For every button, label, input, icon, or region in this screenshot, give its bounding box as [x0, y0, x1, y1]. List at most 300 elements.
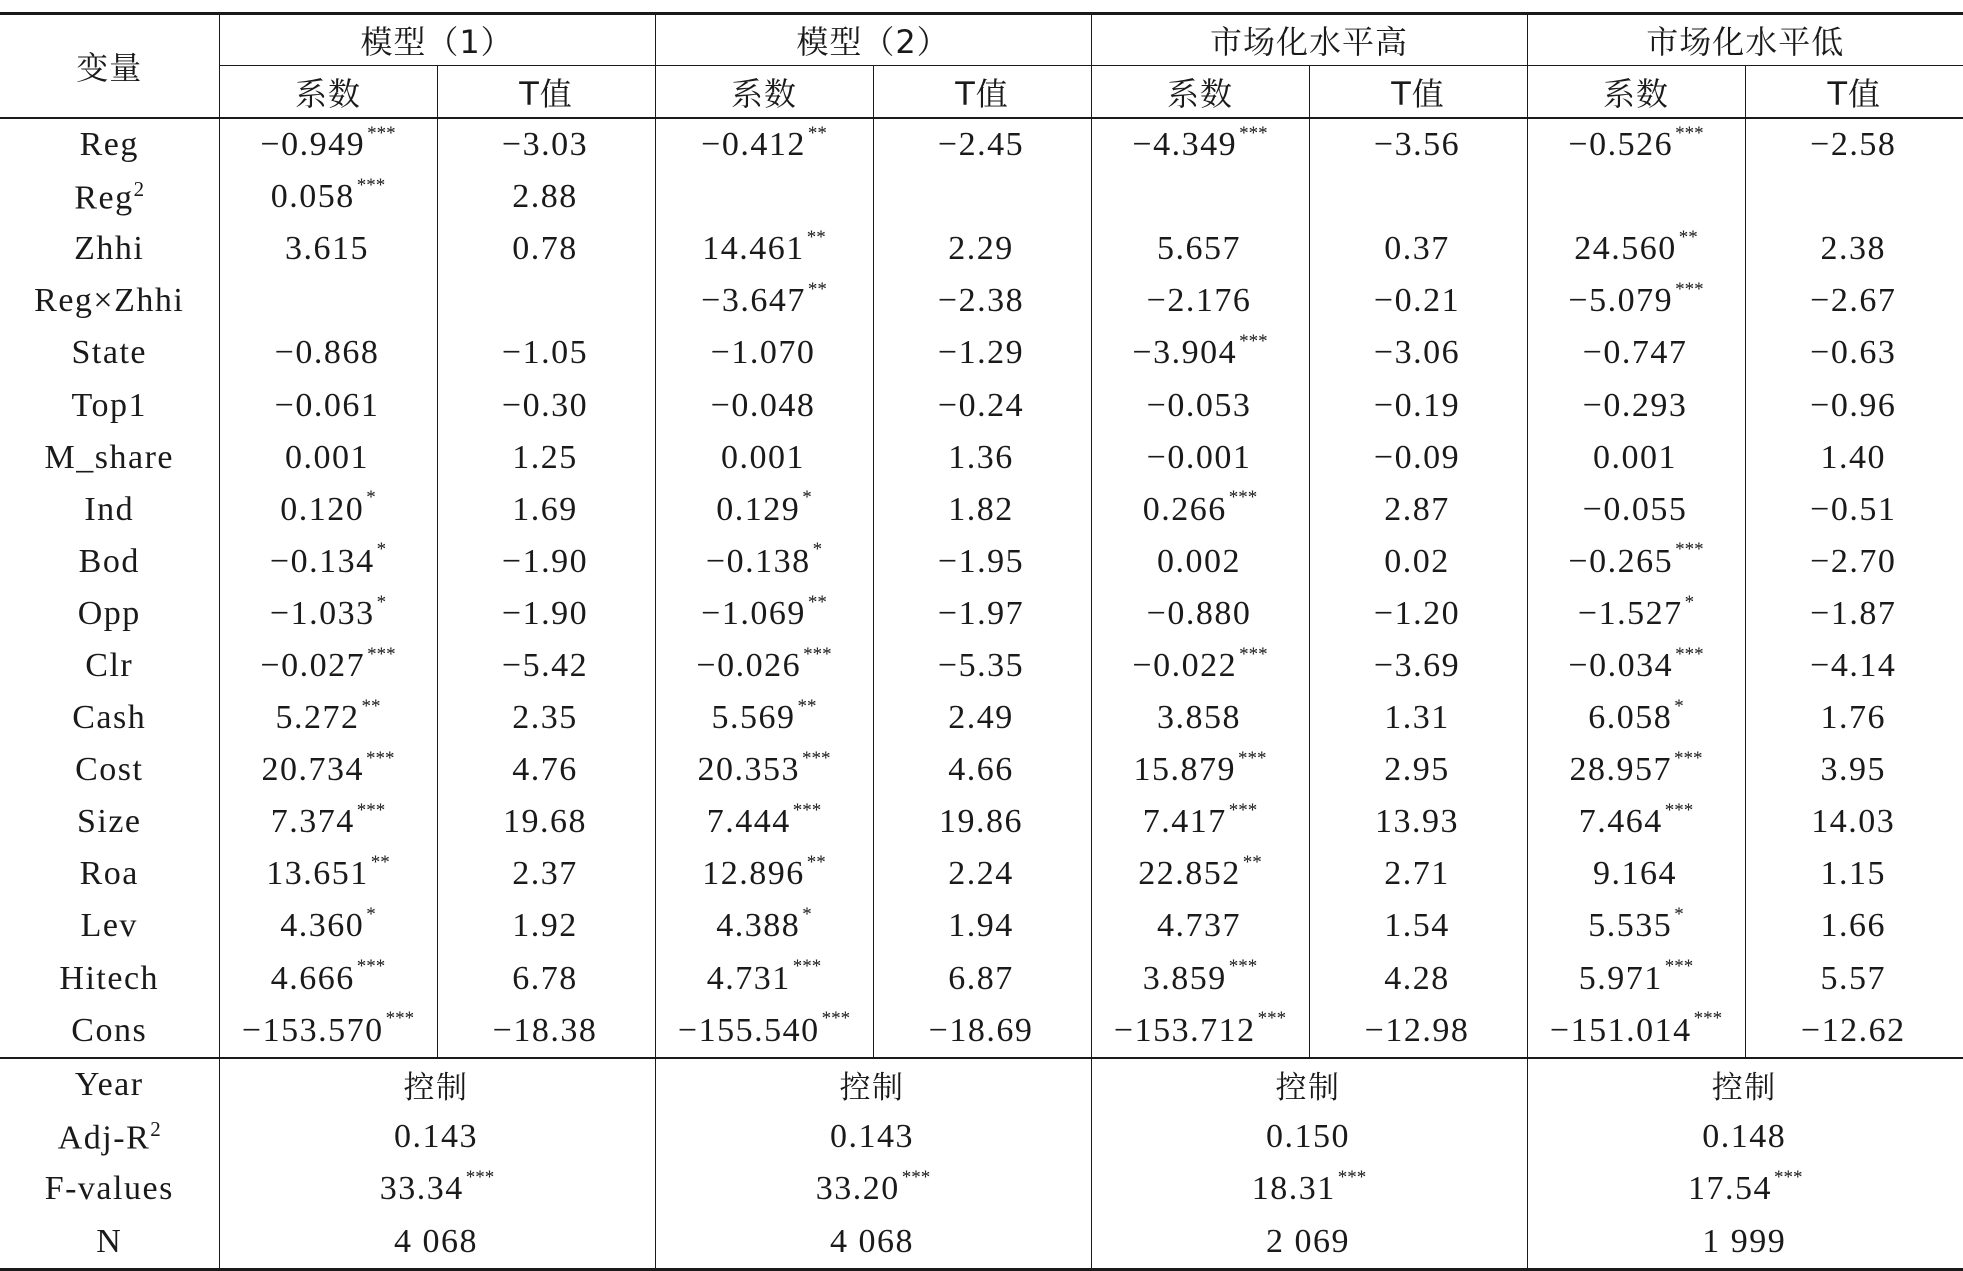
cell-value: −1.87	[1810, 594, 1897, 632]
footer-row	[0, 1163, 1963, 1215]
variable-name: Cash	[72, 699, 147, 737]
cell-value: 7.374	[270, 803, 355, 841]
tval-header: T值	[1309, 66, 1527, 119]
t-value-cell	[1745, 588, 1963, 640]
t-value-cell	[1309, 744, 1527, 796]
cell-value: −0.880	[1146, 594, 1252, 632]
table-footer	[0, 1058, 1963, 1270]
t-value-cell	[1309, 379, 1527, 431]
cell-value: −0.09	[1373, 438, 1461, 476]
t-value-cell	[1745, 848, 1963, 900]
cell-value: −1.069	[701, 594, 806, 632]
variable-cell	[0, 640, 219, 692]
t-value-cell	[437, 536, 655, 588]
cell-value: −3.904	[1132, 334, 1238, 372]
cell-value: 9.164	[1593, 855, 1678, 893]
significance-stars: **	[806, 226, 826, 248]
t-value-cell	[437, 640, 655, 692]
coefficient-cell	[655, 1005, 873, 1058]
cell-value: 1.66	[1820, 907, 1887, 945]
cell-value: 12.896	[702, 855, 805, 893]
coefficient-cell	[219, 223, 437, 275]
cell-value: −3.03	[501, 126, 589, 164]
significance-stars: ***	[1675, 643, 1704, 665]
cell-value: 1.15	[1820, 855, 1887, 893]
cell-value: −3.69	[1373, 646, 1461, 684]
cell-value: −2.58	[1810, 126, 1897, 164]
cell-value: 1 999	[1702, 1222, 1787, 1260]
t-value-cell	[1745, 432, 1963, 484]
cell-value: 控制	[1275, 1070, 1341, 1107]
cell-value: 7.417	[1142, 803, 1227, 841]
coefficient-cell	[1091, 223, 1309, 275]
coefficient-cell	[655, 275, 873, 327]
significance-stars: *	[376, 539, 387, 561]
variable-name: State	[71, 334, 147, 372]
coefficient-cell	[1091, 327, 1309, 379]
variable-name: Top1	[71, 386, 147, 424]
coefficient-cell	[219, 953, 437, 1005]
variable-cell	[0, 744, 219, 796]
coefficient-cell	[655, 379, 873, 431]
table-row	[0, 536, 1963, 588]
cell-value: −0.022	[1132, 646, 1238, 684]
cell-value: 0.058	[270, 178, 355, 216]
coefficient-cell	[655, 848, 873, 900]
t-value-cell	[437, 118, 655, 171]
cell-value: 24.560	[1574, 230, 1677, 268]
cell-value: 4.666	[270, 959, 355, 997]
t-value-cell	[1309, 171, 1527, 223]
significance-stars: *	[1674, 904, 1684, 926]
variable-name: Year	[74, 1065, 144, 1103]
cell-value: 4.76	[512, 751, 578, 789]
cell-value: 1.25	[512, 438, 578, 476]
cell-value: −0.138	[705, 542, 811, 580]
coef-header: 系数	[1091, 66, 1309, 119]
significance-stars: ***	[356, 956, 386, 978]
significance-stars: **	[806, 852, 826, 874]
cell-value: 0.001	[285, 438, 369, 476]
variable-name: F-values	[44, 1170, 174, 1208]
variable-name: Cost	[75, 751, 144, 789]
significance-stars: ***	[1239, 331, 1268, 353]
cell-value: 22.852	[1138, 855, 1241, 893]
variable-name: Ind	[84, 490, 135, 528]
coefficient-cell	[1527, 588, 1745, 640]
cell-value: −12.62	[1800, 1011, 1906, 1049]
cell-value: −1.20	[1373, 594, 1461, 632]
t-value-cell	[873, 953, 1091, 1005]
cell-value: 14.461	[702, 230, 805, 268]
variable-cell	[0, 536, 219, 588]
footer-value-cell	[655, 1058, 1091, 1111]
coefficient-cell	[219, 900, 437, 952]
variable-cell	[0, 588, 219, 640]
cell-value: −1.070	[710, 334, 816, 372]
t-value-cell	[1309, 484, 1527, 536]
coef-header: 系数	[219, 66, 437, 119]
table-row	[0, 900, 1963, 952]
variable-name: Clr	[85, 646, 134, 684]
cell-value: −0.63	[1810, 334, 1897, 372]
cell-value: −2.67	[1810, 282, 1897, 320]
cell-value: −5.079	[1568, 282, 1674, 320]
t-value-cell	[873, 327, 1091, 379]
t-value-cell	[873, 223, 1091, 275]
t-value-cell	[873, 900, 1091, 952]
coefficient-cell	[655, 223, 873, 275]
t-value-cell	[437, 171, 655, 223]
cell-value: 6.78	[512, 959, 578, 997]
variable-name: Hitech	[59, 959, 160, 997]
significance-stars: **	[807, 591, 827, 613]
cell-value: 6.87	[948, 959, 1014, 997]
table-row	[0, 640, 1963, 692]
significance-stars: *	[1674, 695, 1684, 717]
coefficient-cell	[1091, 171, 1309, 223]
significance-stars: *	[366, 904, 376, 926]
cell-value: 0.001	[1593, 438, 1678, 476]
cell-value: 4.360	[280, 907, 365, 945]
cell-value: −1.05	[501, 334, 589, 372]
cell-value: 13.651	[266, 855, 369, 893]
cell-value: 4 068	[394, 1222, 478, 1260]
t-value-cell	[1309, 953, 1527, 1005]
variable-cell	[0, 1005, 219, 1058]
cell-value: −4.349	[1132, 126, 1238, 164]
footer-value-cell	[1527, 1058, 1963, 1111]
significance-stars: ***	[1238, 747, 1267, 769]
significance-stars: ***	[1239, 122, 1268, 144]
variable-name: Reg	[79, 126, 139, 164]
t-value-cell	[873, 275, 1091, 327]
coefficient-cell	[1527, 640, 1745, 692]
t-value-cell	[1309, 640, 1527, 692]
cell-value: 2.95	[1384, 751, 1450, 789]
table-row	[0, 275, 1963, 327]
variable-cell	[0, 953, 219, 1005]
cell-value: 14.03	[1811, 803, 1896, 841]
cell-value: 0.129	[716, 490, 801, 528]
variable-cell	[0, 379, 219, 431]
cell-value: −1.90	[501, 594, 589, 632]
coefficient-cell	[219, 118, 437, 171]
t-value-cell	[437, 744, 655, 796]
cell-value: 5.657	[1157, 230, 1241, 268]
significance-stars: *	[802, 904, 812, 926]
t-value-cell	[1745, 536, 1963, 588]
footer-row	[0, 1111, 1963, 1163]
variable-name: Roa	[79, 855, 139, 893]
cell-value: 3.615	[285, 230, 369, 268]
cell-value: −151.014	[1549, 1011, 1692, 1049]
cell-value: 4.66	[948, 751, 1014, 789]
significance-stars: **	[807, 122, 827, 144]
t-value-cell	[1745, 640, 1963, 692]
significance-stars: **	[807, 279, 827, 300]
t-value-cell	[873, 484, 1091, 536]
significance-stars: ***	[1239, 643, 1268, 665]
variable-header: 变量	[0, 14, 219, 119]
t-value-cell	[1745, 118, 1963, 171]
cell-value: 1.76	[1820, 699, 1887, 737]
coefficient-cell	[1527, 379, 1745, 431]
significance-stars: **	[1242, 852, 1262, 874]
footer-label-cell	[0, 1163, 219, 1215]
significance-stars: ***	[367, 122, 396, 144]
cell-value: −0.96	[1810, 386, 1897, 424]
significance-stars: ***	[1664, 799, 1694, 821]
coefficient-cell	[1527, 692, 1745, 744]
coefficient-cell	[1091, 432, 1309, 484]
coefficient-cell	[1527, 275, 1745, 327]
cell-value: 7.444	[706, 803, 791, 841]
cell-value: 5.57	[1820, 959, 1887, 997]
t-value-cell	[873, 640, 1091, 692]
cell-value: −0.747	[1582, 334, 1688, 372]
footer-value-cell	[1091, 1058, 1527, 1111]
t-value-cell	[1745, 484, 1963, 536]
footer-value-cell	[219, 1163, 655, 1215]
cell-value: 4.737	[1157, 907, 1241, 945]
footer-row	[0, 1058, 1963, 1111]
t-value-cell	[1745, 796, 1963, 848]
significance-stars: ***	[792, 799, 822, 821]
group-header-low-marketization: 市场化水平低	[1527, 14, 1963, 66]
table-row	[0, 223, 1963, 275]
footer-label-cell	[0, 1058, 219, 1111]
variable-cell	[0, 327, 219, 379]
t-value-cell	[1745, 171, 1963, 223]
cell-value: −3.56	[1373, 126, 1461, 164]
cell-value: 1.69	[512, 490, 578, 528]
cell-value: −3.06	[1373, 334, 1461, 372]
coefficient-cell	[655, 536, 873, 588]
t-value-cell	[437, 848, 655, 900]
cell-value: −18.38	[492, 1011, 598, 1049]
coefficient-cell	[655, 953, 873, 1005]
table-row	[0, 118, 1963, 171]
significance-stars: ***	[821, 1008, 851, 1030]
cell-value: 15.879	[1133, 751, 1236, 789]
coefficient-cell	[1091, 379, 1309, 431]
table-row	[0, 379, 1963, 431]
cell-value: −2.176	[1146, 282, 1252, 320]
cell-value: −0.061	[274, 386, 380, 424]
variable-name: Bod	[78, 542, 140, 580]
cell-value: 1.36	[948, 438, 1014, 476]
cell-value: 0.002	[1157, 542, 1241, 580]
t-value-cell	[1309, 692, 1527, 744]
group-header-model-2: 模型（2）	[655, 14, 1091, 66]
coefficient-cell	[1527, 432, 1745, 484]
cell-value: −0.868	[274, 334, 380, 372]
t-value-cell	[437, 1005, 655, 1058]
coef-header: 系数	[1527, 66, 1745, 119]
cell-value: 0.37	[1384, 230, 1450, 268]
table-row	[0, 744, 1963, 796]
cell-value: 3.858	[1157, 699, 1241, 737]
t-value-cell	[1309, 223, 1527, 275]
t-value-cell	[437, 900, 655, 952]
cell-value: 控制	[403, 1070, 469, 1107]
coefficient-cell	[219, 848, 437, 900]
cell-value: −0.526	[1568, 126, 1674, 164]
variable-name: Reg	[74, 179, 134, 217]
significance-stars: *	[1684, 591, 1695, 613]
coefficient-cell	[219, 588, 437, 640]
significance-stars: ***	[1675, 539, 1704, 561]
t-value-cell	[1745, 900, 1963, 952]
cell-value: −0.055	[1582, 490, 1688, 528]
coefficient-cell	[1527, 744, 1745, 796]
cell-value: 17.54	[1688, 1170, 1773, 1208]
cell-value: 4.388	[716, 907, 801, 945]
cell-value: −0.30	[501, 386, 589, 424]
variable-name: N	[96, 1222, 123, 1260]
significance-stars: ***	[1257, 1008, 1287, 1030]
variable-cell	[0, 223, 219, 275]
cell-value: 2 069	[1266, 1222, 1350, 1260]
tval-header: T值	[873, 66, 1091, 119]
table-row	[0, 796, 1963, 848]
coefficient-cell	[219, 536, 437, 588]
cell-value: 4 068	[830, 1222, 914, 1260]
t-value-cell	[873, 588, 1091, 640]
cell-value: 19.68	[503, 803, 587, 841]
cell-value: 2.24	[948, 855, 1014, 893]
coefficient-cell	[1527, 848, 1745, 900]
coefficient-cell	[655, 588, 873, 640]
coefficient-cell	[655, 744, 873, 796]
variable-name: Size	[76, 803, 142, 841]
significance-stars: ***	[1675, 122, 1704, 144]
cell-value: 1.40	[1820, 438, 1887, 476]
cell-value: 2.38	[1820, 230, 1887, 268]
t-value-cell	[873, 118, 1091, 171]
cell-value: 20.353	[697, 751, 800, 789]
significance-stars: *	[366, 487, 376, 509]
cell-value: 2.71	[1384, 855, 1450, 893]
cell-value: 0.266	[1142, 490, 1227, 528]
significance-stars: **	[361, 695, 381, 717]
variable-cell	[0, 692, 219, 744]
cell-value: −0.949	[260, 126, 366, 164]
significance-stars: **	[797, 695, 817, 717]
t-value-cell	[437, 379, 655, 431]
coefficient-cell	[1091, 1005, 1309, 1058]
cell-value: 2.37	[512, 855, 578, 893]
table-row	[0, 1005, 1963, 1058]
t-value-cell	[1309, 118, 1527, 171]
t-value-cell	[1309, 796, 1527, 848]
coefficient-cell	[219, 744, 437, 796]
significance-stars: ***	[1337, 1167, 1367, 1189]
significance-stars: ***	[1693, 1008, 1723, 1030]
cell-value: 28.957	[1569, 751, 1673, 789]
t-value-cell	[873, 379, 1091, 431]
t-value-cell	[1745, 379, 1963, 431]
footer-value-cell	[655, 1111, 1091, 1163]
coefficient-cell	[1091, 953, 1309, 1005]
coefficient-cell	[1091, 536, 1309, 588]
t-value-cell	[1309, 900, 1527, 952]
cell-value: −153.712	[1113, 1011, 1256, 1049]
coefficient-cell	[1527, 1005, 1745, 1058]
variable-name: M_share	[44, 438, 174, 476]
cell-value: 5.971	[1578, 959, 1663, 997]
t-value-cell	[437, 692, 655, 744]
footer-row	[0, 1216, 1963, 1270]
footer-value-cell	[219, 1111, 655, 1163]
cell-value: −3.647	[701, 282, 806, 320]
t-value-cell	[1309, 848, 1527, 900]
coefficient-cell	[1527, 536, 1745, 588]
coefficient-cell	[219, 484, 437, 536]
cell-value: 2.29	[948, 230, 1014, 268]
footer-value-cell	[1091, 1163, 1527, 1215]
variable-name: Lev	[80, 907, 138, 945]
variable-cell	[0, 275, 219, 327]
significance-stars: ***	[1675, 279, 1704, 300]
significance-stars: ***	[356, 799, 386, 821]
significance-stars: ***	[366, 747, 395, 769]
variable-name: Cons	[71, 1011, 148, 1049]
cell-value: 18.31	[1251, 1170, 1336, 1208]
table-row	[0, 327, 1963, 379]
coefficient-cell	[655, 171, 873, 223]
footer-value-cell	[655, 1163, 1091, 1215]
cell-value: 1.82	[948, 490, 1014, 528]
cell-value: −1.29	[937, 334, 1025, 372]
cell-value: 33.20	[815, 1170, 900, 1208]
cell-value: 0.02	[1384, 542, 1450, 580]
significance-stars: **	[370, 852, 390, 874]
t-value-cell	[873, 171, 1091, 223]
coefficient-cell	[219, 171, 437, 223]
significance-stars: **	[1678, 226, 1698, 248]
group-header-model-1: 模型（1）	[219, 14, 655, 66]
table-row	[0, 171, 1963, 223]
cell-value: −2.38	[937, 282, 1025, 320]
cell-value: 3.95	[1820, 751, 1887, 789]
cell-value: 33.34	[379, 1170, 464, 1208]
superscript: 2	[133, 176, 145, 201]
cell-value: −0.21	[1373, 282, 1461, 320]
cell-value: −0.053	[1146, 386, 1252, 424]
cell-value: −0.24	[937, 386, 1025, 424]
cell-value: −2.70	[1810, 542, 1897, 580]
table-row	[0, 692, 1963, 744]
variable-name: Reg×Zhhi	[34, 282, 185, 320]
cell-value: 3.859	[1142, 959, 1227, 997]
t-value-cell	[437, 588, 655, 640]
cell-value: 7.464	[1578, 803, 1663, 841]
coefficient-cell	[1091, 484, 1309, 536]
significance-stars: ***	[1228, 799, 1258, 821]
significance-stars: ***	[1774, 1167, 1803, 1189]
table-row	[0, 588, 1963, 640]
cell-value: −0.048	[710, 386, 816, 424]
t-value-cell	[873, 1005, 1091, 1058]
cell-value: 2.87	[1384, 490, 1450, 528]
t-value-cell	[1745, 744, 1963, 796]
t-value-cell	[437, 275, 655, 327]
superscript: 2	[150, 1116, 161, 1141]
coefficient-cell	[655, 327, 873, 379]
cell-value: −0.027	[260, 646, 366, 684]
